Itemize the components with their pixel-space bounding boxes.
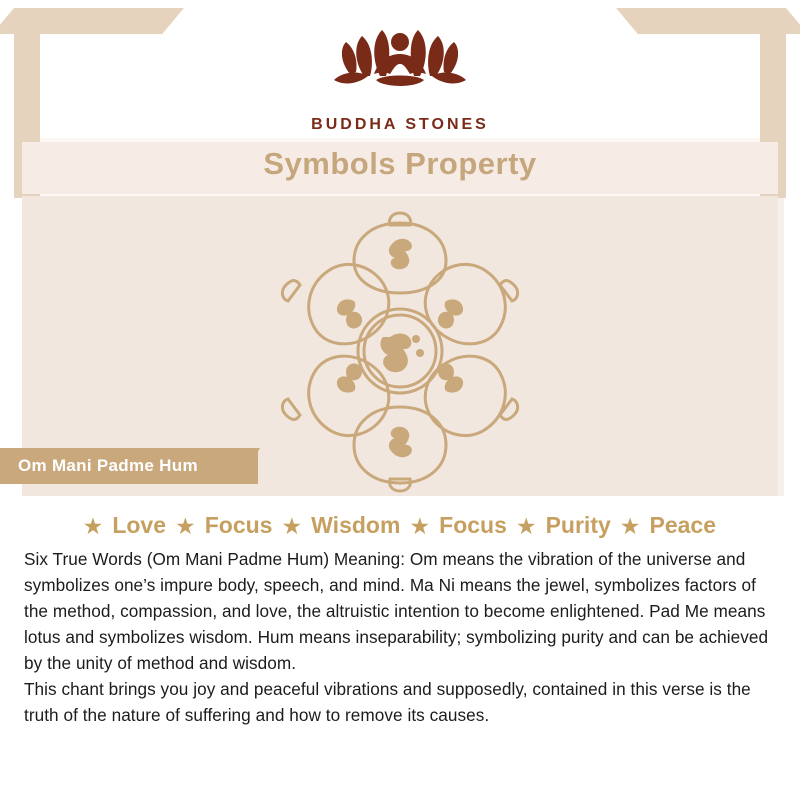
star-icon: ★ <box>176 516 195 538</box>
star-icon: ★ <box>282 516 301 538</box>
body-copy <box>24 546 774 728</box>
ribbon-label: Om Mani Padme Hum <box>18 456 198 475</box>
ribbon-banner <box>0 448 258 484</box>
page-title: Symbols Property <box>263 146 537 181</box>
keyword-item-focus-1: Focus <box>204 512 273 538</box>
om-mani-padme-hum-lotus-mandala-icon <box>250 205 550 495</box>
keyword-item-purity: Purity <box>545 512 611 538</box>
keyword-item-peace: Peace <box>649 512 717 538</box>
body-paragraph-2: This chant brings you joy and peaceful vibrations and supposedly, contained in this verse is the truth of the nature of suffering and how to remove its causes. <box>24 679 751 725</box>
keyword-item-love: Love <box>112 512 166 538</box>
brand-logo <box>0 18 800 134</box>
lotus-meditation-figure-icon <box>310 18 490 114</box>
star-icon: ★ <box>83 516 102 538</box>
brand-name: BUDDHA STONES <box>311 116 489 133</box>
keyword-list <box>0 512 800 539</box>
keyword-item-focus-2: Focus <box>439 512 507 538</box>
star-icon: ★ <box>517 516 536 538</box>
star-icon: ★ <box>410 516 429 538</box>
keyword-item-wisdom: Wisdom <box>311 512 401 538</box>
body-paragraph-1: Six True Words (Om Mani Padme Hum) Meaning: Om means the vibration of the universe and symbolizes one’s impure body, speech, and mind. Ma Ni means the jewel, symbolizes factors of the method, compassion, and love, the altruistic intention to become enlightened. Pad Me means lotus and symbolizes wisdom. Hum means inseparability; symbolizing purity and can be achieved by the unity of method and wisdom. <box>24 549 769 673</box>
star-icon: ★ <box>621 516 640 538</box>
